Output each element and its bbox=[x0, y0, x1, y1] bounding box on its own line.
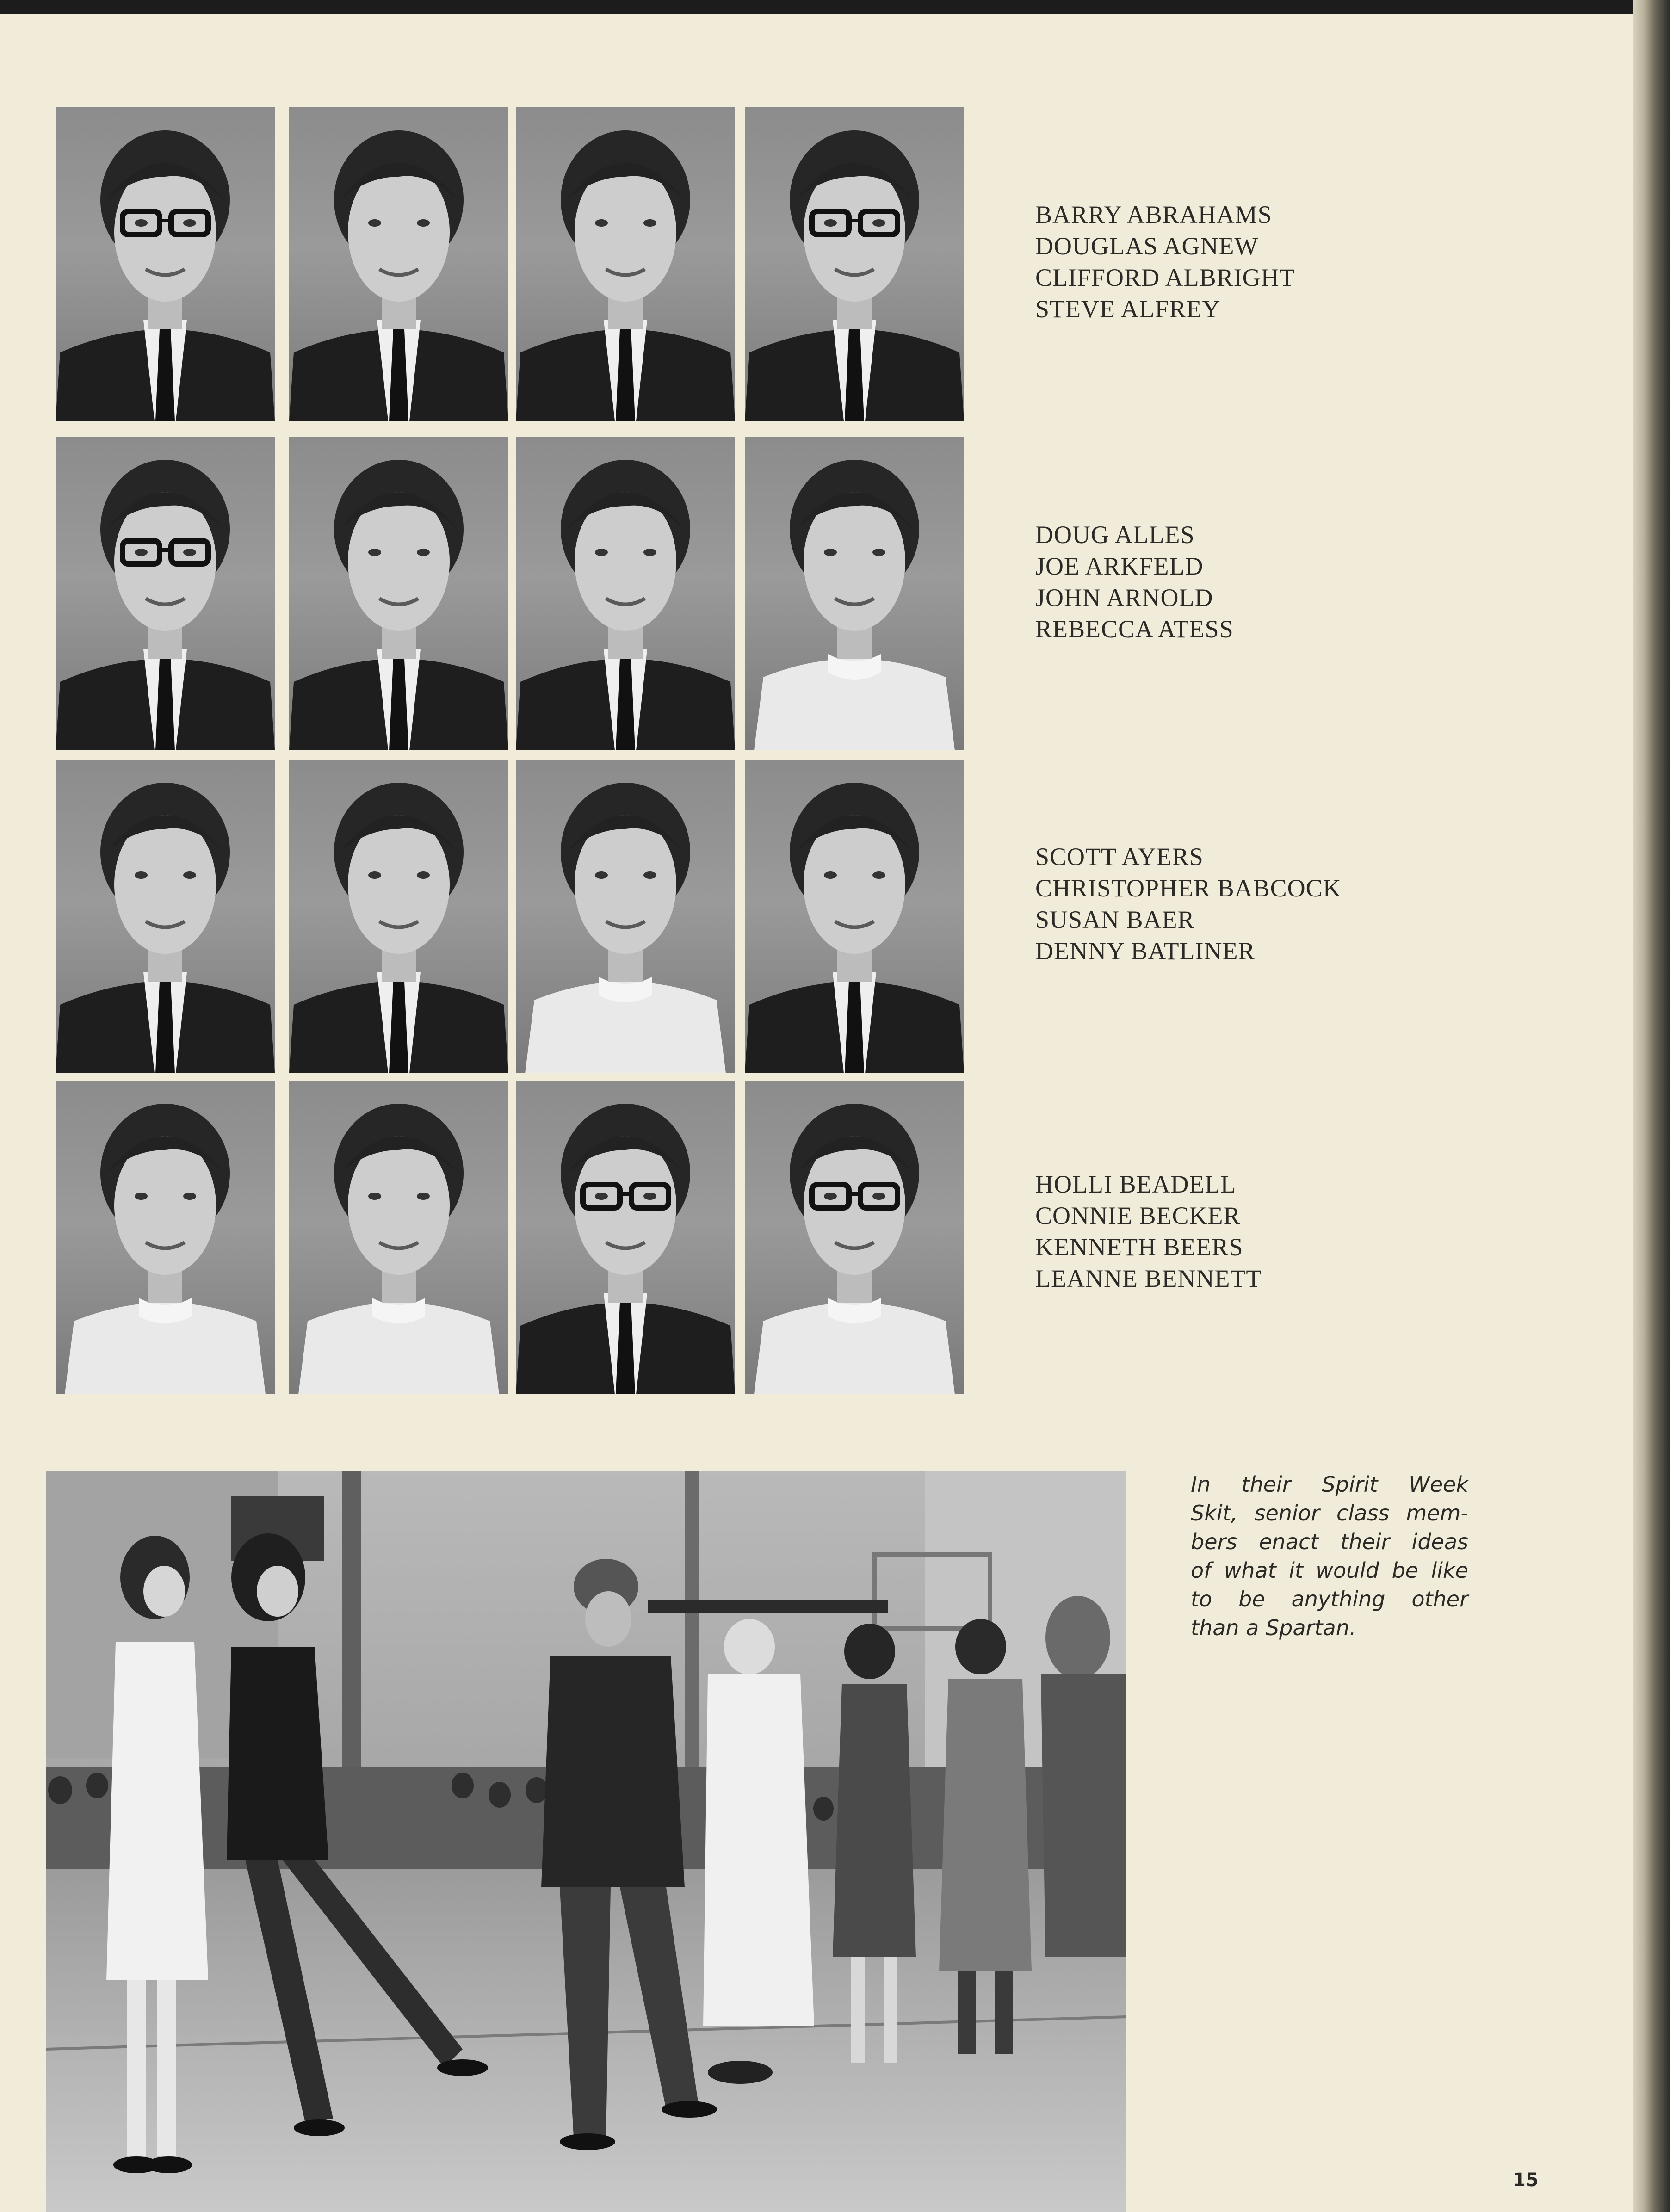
student-portrait bbox=[56, 760, 275, 1073]
student-name: SCOTT AYERS bbox=[1035, 843, 1204, 871]
caption-line: In their Spirit Week bbox=[1191, 1472, 1468, 1497]
student-name: CONNIE BECKER bbox=[1035, 1202, 1241, 1230]
student-name: STEVE ALFREY bbox=[1035, 295, 1221, 323]
student-portrait bbox=[516, 1081, 735, 1394]
student-name: JOE ARKFELD bbox=[1035, 552, 1204, 580]
student-name: JOHN ARNOLD bbox=[1035, 584, 1213, 612]
student-portrait bbox=[516, 760, 735, 1073]
student-name: REBECCA ATESS bbox=[1035, 615, 1234, 643]
student-name: CHRISTOPHER BABCOCK bbox=[1035, 874, 1342, 902]
student-portrait bbox=[289, 1081, 508, 1394]
page-edge bbox=[1633, 0, 1670, 2212]
student-name: BARRY ABRAHAMS bbox=[1035, 201, 1272, 229]
student-name: DENNY BATLINER bbox=[1035, 937, 1256, 965]
page-number: 15 bbox=[1513, 2169, 1539, 2191]
student-portrait bbox=[56, 1081, 275, 1394]
caption-line: to be anything other bbox=[1191, 1587, 1468, 1612]
student-name: HOLLI BEADELL bbox=[1035, 1170, 1237, 1198]
caption-line: of what it would be like bbox=[1191, 1558, 1468, 1583]
student-portrait bbox=[745, 1081, 964, 1394]
student-name: LEANNE BENNETT bbox=[1035, 1265, 1262, 1292]
student-name: DOUG ALLES bbox=[1035, 521, 1195, 549]
caption-line: bers enact their ideas bbox=[1191, 1529, 1468, 1554]
student-portrait bbox=[56, 437, 275, 750]
student-portrait bbox=[516, 437, 735, 750]
caption-line: than a Spartan. bbox=[1191, 1615, 1356, 1640]
student-portrait bbox=[289, 107, 508, 421]
student-portrait bbox=[745, 760, 964, 1073]
name-list-row-1 bbox=[1035, 199, 1452, 325]
spirit-week-skit-photo bbox=[46, 1471, 1126, 2212]
student-portrait bbox=[289, 760, 508, 1073]
photo-caption bbox=[1191, 1470, 1468, 1642]
student-portrait bbox=[745, 437, 964, 750]
student-name: CLIFFORD ALBRIGHT bbox=[1035, 264, 1295, 291]
student-portrait bbox=[56, 107, 275, 421]
student-portrait bbox=[745, 107, 964, 421]
student-name: SUSAN BAER bbox=[1035, 906, 1195, 933]
student-name: KENNETH BEERS bbox=[1035, 1233, 1243, 1261]
student-portrait bbox=[516, 107, 735, 421]
student-name: DOUGLAS AGNEW bbox=[1035, 232, 1259, 260]
name-list-row-2 bbox=[1035, 519, 1452, 645]
name-list-row-4 bbox=[1035, 1168, 1452, 1294]
student-portrait bbox=[289, 437, 508, 750]
caption-line: Skit, senior class mem- bbox=[1191, 1501, 1468, 1526]
name-list-row-3 bbox=[1035, 841, 1452, 967]
